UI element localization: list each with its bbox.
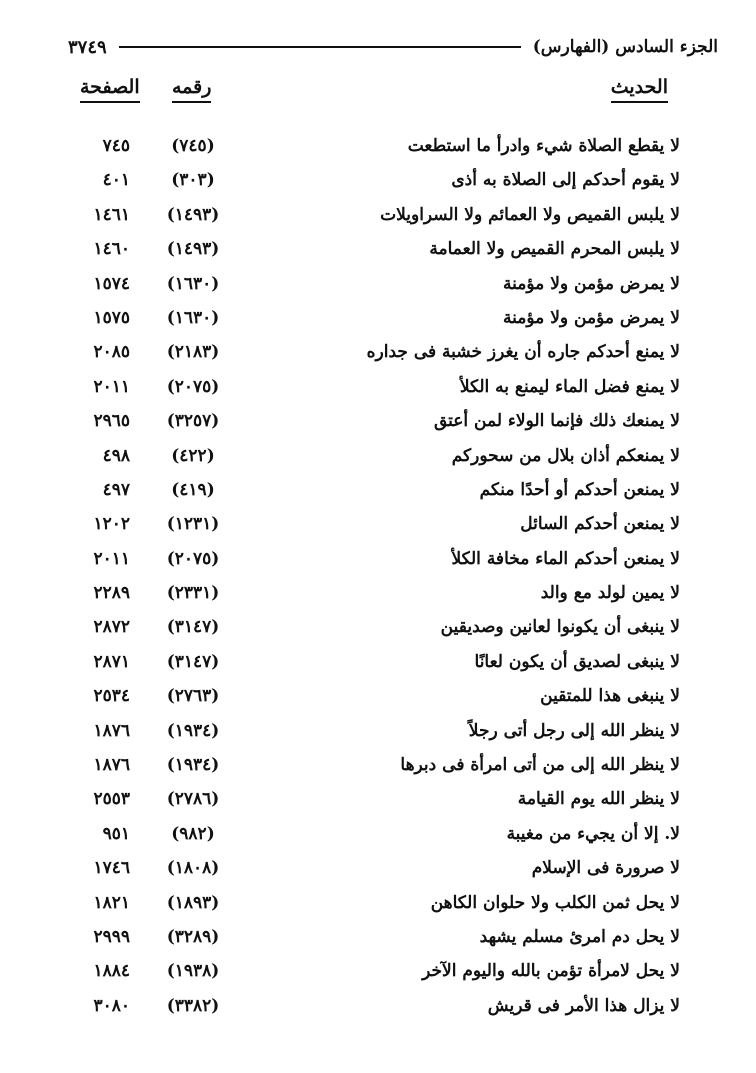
hadith-text: لا يلبس القميص ولا العمائم ولا السراويلات bbox=[380, 204, 680, 225]
table-row bbox=[0, 682, 756, 716]
hadith-number: (٧٤٥) bbox=[171, 136, 215, 156]
table-row bbox=[0, 545, 756, 579]
hadith-number: (٣٢٨٩) bbox=[166, 926, 220, 947]
hadith-number: (٤٢٢) bbox=[171, 445, 215, 466]
hadith-number: (١٦٣٠) bbox=[166, 273, 220, 294]
hadith-number: (١٨٠٨) bbox=[166, 858, 220, 879]
hadith-number: (٢٣٣١) bbox=[166, 583, 220, 604]
hadith-text: لا يمرض مؤمن ولا مؤمنة bbox=[503, 307, 680, 328]
page-ref: ٢٩٩٩ bbox=[93, 926, 130, 947]
running-head bbox=[68, 34, 718, 60]
page-ref: ١٤٦١ bbox=[93, 204, 130, 225]
page-ref: ٢٠١١ bbox=[93, 376, 130, 397]
table-row bbox=[0, 442, 756, 476]
page-ref: ١٧٤٦ bbox=[93, 858, 130, 879]
hadith-number: (٢١٨٣) bbox=[166, 342, 220, 363]
page-number: ٣٧٤٩ bbox=[68, 36, 107, 58]
column-header-hadith-label: الحديث bbox=[611, 76, 668, 103]
column-header-page bbox=[80, 76, 140, 103]
hadith-text: لا يقوم أحدكم إلى الصلاة به أذى bbox=[451, 170, 680, 191]
table-row bbox=[0, 304, 756, 338]
table-row bbox=[0, 992, 756, 1026]
hadith-text: لا صرورة فى الإسلام bbox=[531, 858, 680, 879]
table-row bbox=[0, 854, 756, 888]
hadith-number: (١٩٣٨) bbox=[166, 961, 220, 982]
page-ref: ٢٨٧١ bbox=[93, 651, 130, 672]
page-ref: ٧٤٥ bbox=[102, 136, 130, 156]
page-ref: ١٥٧٤ bbox=[93, 273, 130, 294]
index-table bbox=[0, 132, 756, 1026]
table-row bbox=[0, 201, 756, 235]
page-ref: ٤٩٧ bbox=[102, 479, 130, 500]
hadith-number: (٢٠٧٥) bbox=[166, 376, 220, 397]
hadith-text: لا يمنع أحدكم جاره أن يغرز خشبة فى جداره bbox=[366, 342, 680, 363]
hadith-number: (١٩٣٤) bbox=[166, 755, 220, 776]
table-row bbox=[0, 889, 756, 923]
hadith-text: لا يحل ثمن الكلب ولا حلوان الكاهن bbox=[430, 892, 680, 913]
page-ref: ١٢٠٢ bbox=[93, 514, 130, 535]
page-ref: ٢٢٨٩ bbox=[93, 583, 130, 604]
hadith-text: لا يمنعكم أذان بلال من سحوركم bbox=[451, 445, 680, 466]
column-header-number-label: رقمه bbox=[172, 76, 211, 103]
table-row bbox=[0, 579, 756, 613]
page-ref: ٢٥٥٣ bbox=[93, 789, 130, 810]
hadith-text: لا يقطع الصلاة شيء وادرأ ما استطعت bbox=[407, 136, 680, 156]
table-row bbox=[0, 751, 756, 785]
hadith-number: (٣١٤٧) bbox=[166, 651, 220, 672]
page-ref: ٩٥١ bbox=[102, 823, 130, 844]
table-row bbox=[0, 613, 756, 647]
hadith-number: (١٤٩٣) bbox=[166, 204, 220, 225]
page-ref: ١٤٦٠ bbox=[93, 239, 130, 260]
hadith-text: لا ينبغى أن يكونوا لعانين وصديقين bbox=[440, 617, 680, 638]
table-row bbox=[0, 785, 756, 819]
hadith-text: لا يحل لامرأة تؤمن بالله واليوم الآخر bbox=[422, 961, 680, 982]
hadith-number: (٢٧٨٦) bbox=[166, 789, 220, 810]
table-row bbox=[0, 923, 756, 957]
header-rule bbox=[119, 46, 521, 48]
hadith-text: لا. إلا أن يجيء من مغيبة bbox=[506, 823, 680, 844]
page-ref: ١٨٢١ bbox=[93, 892, 130, 913]
page-ref: ١٥٧٥ bbox=[93, 307, 130, 328]
hadith-number: (١٤٩٣) bbox=[166, 239, 220, 260]
hadith-text: لا يلبس المحرم القميص ولا العمامة bbox=[429, 239, 680, 260]
hadith-text: لا ينبغى لصديق أن يكون لعانًا bbox=[474, 651, 680, 672]
hadith-number: (١٨٩٣) bbox=[166, 892, 220, 913]
hadith-number: (٣٢٥٧) bbox=[166, 411, 220, 432]
table-row bbox=[0, 132, 756, 166]
table-row bbox=[0, 717, 756, 751]
page-ref: ٢٨٧٢ bbox=[93, 617, 130, 638]
hadith-text: لا يمنع فضل الماء ليمنع به الكلأ bbox=[459, 376, 680, 397]
page-ref: ٢٠٨٥ bbox=[93, 342, 130, 363]
hadith-text: لا يمنعن أحدكم الماء مخافة الكلأ bbox=[451, 548, 680, 569]
page-ref: ٤٠١ bbox=[102, 170, 130, 191]
page-ref: ٢٠١١ bbox=[93, 548, 130, 569]
hadith-number: (١٦٣٠) bbox=[166, 307, 220, 328]
hadith-number: (١٢٣١) bbox=[166, 514, 220, 535]
table-row bbox=[0, 648, 756, 682]
page-ref: ٤٩٨ bbox=[102, 445, 130, 466]
hadith-text: لا يمين لولد مع والد bbox=[540, 583, 680, 604]
column-header-page-label: الصفحة bbox=[80, 76, 140, 103]
page-ref: ٣٠٨٠ bbox=[93, 995, 130, 1016]
hadith-number: (٣١٤٧) bbox=[166, 617, 220, 638]
hadith-number: (٢٧٦٣) bbox=[166, 686, 220, 707]
column-header-hadith bbox=[611, 76, 668, 103]
table-row bbox=[0, 373, 756, 407]
hadith-number: (٩٨٢) bbox=[171, 823, 215, 844]
hadith-text: لا يزال هذا الأمر فى قريش bbox=[487, 995, 680, 1016]
hadith-text: لا ينظر الله إلى من أتى امرأة فى دبرها bbox=[400, 755, 680, 776]
page-ref: ١٨٧٦ bbox=[93, 720, 130, 741]
hadith-text: لا يمنعك ذلك فإنما الولاء لمن أعتق bbox=[433, 411, 680, 432]
hadith-text: لا يمنعن أحدكم أو أحدًا منكم bbox=[479, 479, 680, 500]
hadith-text: لا ينظر الله إلى رجل أتى رجلاً bbox=[468, 720, 680, 741]
hadith-text: لا يمرض مؤمن ولا مؤمنة bbox=[503, 273, 680, 294]
page-ref: ٢٥٣٤ bbox=[93, 686, 130, 707]
hadith-text: لا ينبغى هذا للمتقين bbox=[540, 686, 680, 707]
table-row bbox=[0, 270, 756, 304]
table-row bbox=[0, 166, 756, 200]
page-ref: ١٨٨٤ bbox=[93, 961, 130, 982]
hadith-number: (١٩٣٤) bbox=[166, 720, 220, 741]
table-row bbox=[0, 957, 756, 991]
table-row bbox=[0, 510, 756, 544]
hadith-number: (٣٣٨٢) bbox=[166, 995, 220, 1016]
hadith-number: (٢٠٧٥) bbox=[166, 548, 220, 569]
hadith-number: (٣٠٣) bbox=[171, 170, 215, 191]
hadith-text: لا يحل دم امرئ مسلم يشهد bbox=[479, 926, 680, 947]
page-ref: ١٨٧٦ bbox=[93, 755, 130, 776]
hadith-text: لا ينظر الله يوم القيامة bbox=[517, 789, 680, 810]
hadith-number: (٤١٩) bbox=[171, 479, 215, 500]
running-head-title: الجزء السادس (الفهارس) bbox=[532, 37, 718, 57]
table-row bbox=[0, 338, 756, 372]
page-ref: ٢٩٦٥ bbox=[93, 411, 130, 432]
table-row bbox=[0, 476, 756, 510]
table-row bbox=[0, 407, 756, 441]
column-header-number bbox=[172, 76, 211, 103]
table-row bbox=[0, 235, 756, 269]
table-row bbox=[0, 820, 756, 854]
hadith-text: لا يمنعن أحدكم السائل bbox=[520, 514, 680, 535]
